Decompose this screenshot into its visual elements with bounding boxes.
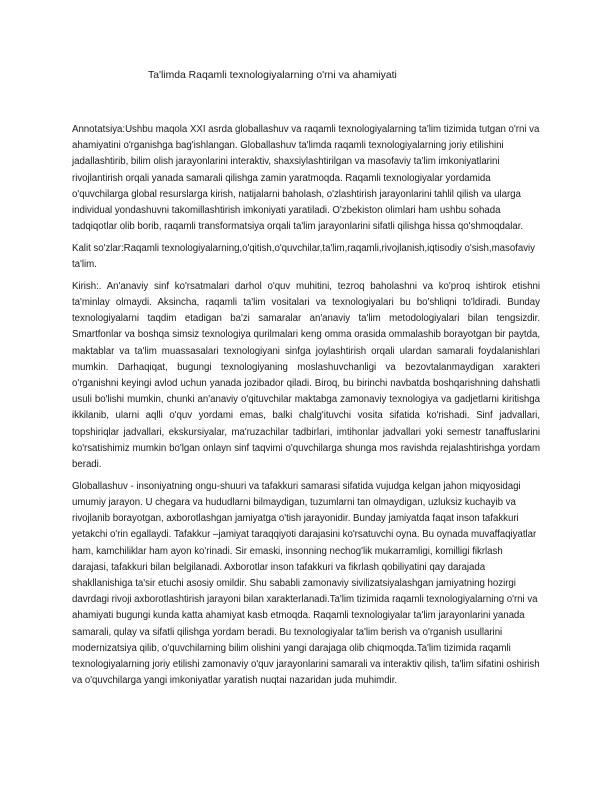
abstract-paragraph: Annotatsiya:Ushbu maqola XXI asrda globallashuv va raqamli texnologiyalarning ta'lim tizimida tutgan o'rni va ahamiyatini o'rganishga bag'ishlangan. Globallashuv ta'limda raqamli texnologiyalarning joriy etilishini jadallashtirib, bilim olish jarayonlarini interaktiv, shaxsiylashtirilgan va masofaviy ta'lim imkoniyatlarini rivojlantirish orqali yanada samarali qilishga zamin yaratmoqda. Raqamli texnologiyalar yordamida o'quvchilarga global resurslarga kirish, natijalarni baholash, o'zlashtirish jarayonlarini tahlil qilish va ularga individual yondashuvni takomillashtirish imkoniyati yaratiladi. O'zbekiston olimlari ham ushbu sohada tadqiqotlar olib borib, raqamli transformatsiya orqali ta'lim jarayonlarini sifatli qilishga hissa qo'shmoqdalar.	[72, 124, 540, 233]
globalization-paragraph: Globallashuv - insoniyatning ongu-shuuri va tafakkuri samarasi sifatida vujudga kelgan jahon miqyosidagi umumiy jarayon. U chegara va hududlarni bilmaydigan, tuzumlarni tan olmaydigan, uzluksiz kuchayib va rivojlanib borayotgan, axborotlashgan jamiyatga o'tish jarayonidir. Bunday jamiyatda faqat inson tafakkuri yetakchi o'rin egallaydi. Tafakkur –jamiyat taraqqiyoti darajasini ko'rsatuvchi oyna. Bu oynada muvaffaqiyatlar ham, kamchiliklar ham ayon ko'rinadi. Sir emaski, insonning nechog'lik mukarramligi, komilligi fikrlash darajasi, tafakkuri bilan belgilanadi. Axborotlar inson tafakkuri va fikrlash qobiliyatini qay darajada shakllanishiga ta'sir etuchi asosiy omildir. Shu sababli zamonaviy sivilizatsiyalashgan jamiyatning hozirgi davrdagi rivoji axborotlashtirish jarayoni bilan xarakterlanadi.Ta'lim tizimida raqamli texnologiyalarning o'rni va ahamiyati bugungi kunda katta ahamiyat kasb etmoqda. Raqamli texnologiyalar ta'lim jarayonlarini yanada samarali, qulay va sifatli qilishga yordam beradi. Bu texnologiyalar ta'lim berish va o'rganish usullarini modernizatsiya qilib, o'quvchilarning bilim olishini yangi darajaga olib chiqmoqda.Ta'lim tizimida raqamli texnologiyalarning joriy etilishi zamonaviy o'quv jarayonlarini samarali va interaktiv qilish, ta'lim sifatini oshirish va o'quvchilarga yangi imkoniyatlar yaratish nuqtai nazaridan juda muhimdir.	[72, 480, 540, 687]
introduction-paragraph: Kirish:. An'anaviy sinf ko'rsatmalari darhol o'quv muhitini, tezroq baholashni va ko'proq ishtirok etishni ta'minlay olmaydi. Aksincha, raqamli ta'lim vositalari va texnologiyalari bu bo'shliqni to'ldiradi. Bunday texnologiyalarni taqdim etadigan ba'zi samaralar an'anaviy ta'lim metodologiyalari bilan tengsizdir. Smartfonlar va boshqa simsiz texnologiya qurilmalari keng omma orasida ommalashib borayotgan bir paytda, maktablar va ta'lim muassasalari texnologiyani sinfga joylashtirish orqali ulardan samarali foydalanishlari mumkin. Darhaqiqat, bugungi texnologiyaning moslashuvchanligi va bezovtalanmaydigan xarakteri o'rganishni keyingi avlod uchun yanada jozibador qiladi. Biroq, bu birinchi navbatda boshqarishning dahshatli usuli bo'lishi mumkin, chunki an'anaviy o'qituvchilar maktabga zamonaviy texnologiya va gadjetlarni kiritishga ikkilanib, ularni aqlli o'quv yordami emas, balki chalg'ituvchi vosita sifatida ko'rishadi. Sinf jadvallari, topshiriqlar jadvallari, ekskursiyalar, ma'ruzachilar tadbirlari, imtihonlar jadvallari yoki semestr tanaffuslarini ko'rsatishimiz mumkin bo'lgan onlayn sinf taqvimi o'quvchilarga shunga mos ravishda rejalashtirishga yordam beradi.	[72, 280, 540, 471]
document-body	[72, 122, 540, 695]
keywords-paragraph: Kalit so'zlar:Raqamli texnologiyalarning,o'qitish,o'quvchilar,ta'lim,raqamli,rivojlanish,iqtisodiy o'sish,masofaviy ta'lim.	[72, 242, 536, 271]
document-title: Ta'limda Raqamli texnologiyalarning o'rni va ahamiyati	[148, 70, 397, 81]
